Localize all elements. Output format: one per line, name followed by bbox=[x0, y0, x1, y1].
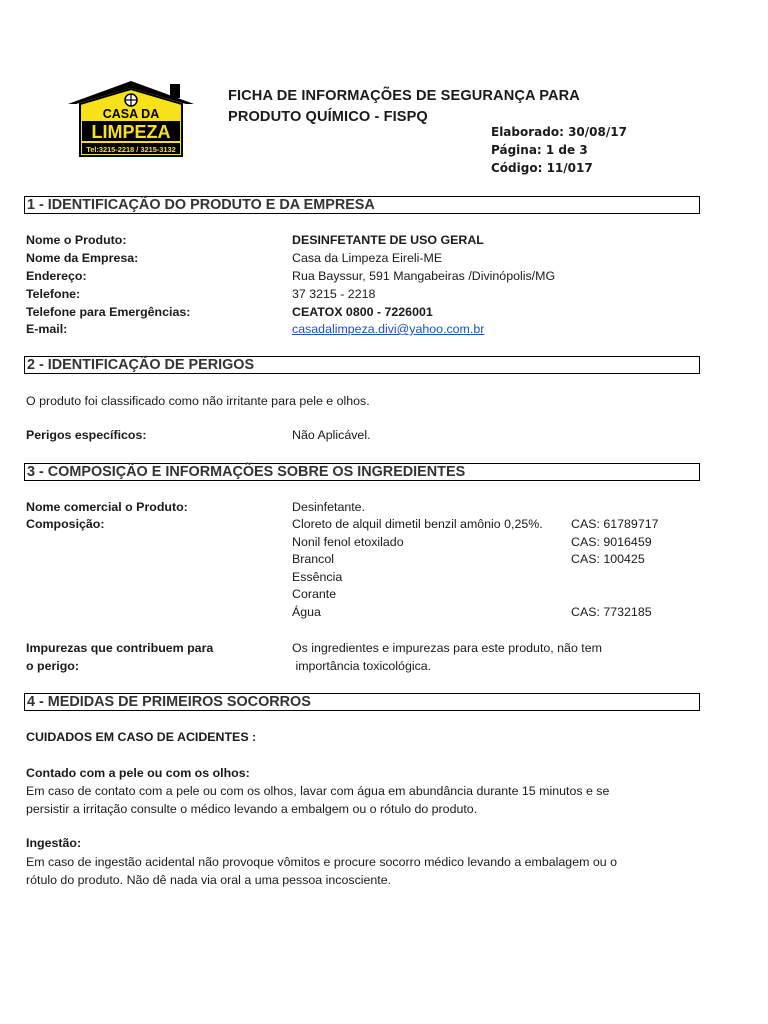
composition-label: Composição: bbox=[26, 517, 105, 531]
specific-hazards-value: Não Aplicável. bbox=[292, 428, 371, 442]
ingredient-cas: CAS: 61789717 bbox=[571, 517, 659, 531]
email-label: E-mail: bbox=[26, 322, 68, 336]
ingredient-name: Cloreto de alquil dimetil benzil amônio 0,25%. bbox=[292, 517, 543, 531]
ingredient-cas: CAS: 9016459 bbox=[571, 535, 652, 549]
document-code: Código: 11/017 bbox=[491, 161, 593, 175]
ingredient-name: Corante bbox=[292, 587, 337, 601]
company-logo bbox=[66, 80, 196, 158]
email-link[interactable]: casadalimpeza.divi@yahoo.com.br bbox=[292, 322, 485, 336]
document-title-line2: PRODUTO QUÍMICO - FISPQ bbox=[228, 109, 428, 125]
company-name-label: Nome da Empresa: bbox=[26, 251, 139, 265]
phone-label: Telefone: bbox=[26, 287, 81, 301]
phone-value: 37 3215 - 2218 bbox=[292, 287, 376, 301]
section4-heading: 4 - MEDIDAS DE PRIMEIROS SOCORROS bbox=[24, 693, 700, 711]
commercial-name-value: Desinfetante. bbox=[292, 500, 366, 514]
logo-line1: CASA DA bbox=[102, 107, 160, 121]
address-label: Endereço: bbox=[26, 269, 87, 283]
product-name-value: DESINFETANTE DE USO GERAL bbox=[292, 233, 484, 247]
impurities-value: Os ingredientes e impurezas para este produto, não tem bbox=[292, 641, 602, 655]
section1-heading: 1 - IDENTIFICAÇÃO DO PRODUTO E DA EMPRESA bbox=[24, 196, 700, 214]
ingestion-heading: Ingestão: bbox=[26, 836, 82, 850]
ingestion-line2: rótulo do produto. Não dê nada via oral a uma pessoa incosciente. bbox=[26, 873, 392, 887]
emergency-phone-value: CEATOX 0800 - 7226001 bbox=[292, 305, 433, 319]
impurities-value-cont: importância toxicológica. bbox=[292, 659, 432, 673]
skin-contact-line2: persistir a irritação consulte o médico levando a embalgem ou o rótulo do produto. bbox=[26, 802, 478, 816]
logo-line2: LIMPEZA bbox=[91, 122, 171, 142]
commercial-name-label: Nome comercial o Produto: bbox=[26, 500, 188, 514]
logo-phone: Tel:3215-2218 / 3215-3132 bbox=[86, 145, 176, 154]
ingredient-cas: CAS: 7732185 bbox=[571, 605, 652, 619]
elaborado-date: Elaborado: 30/08/17 bbox=[491, 125, 627, 139]
company-name-value: Casa da Limpeza Eireli-ME bbox=[292, 251, 443, 265]
section2-heading: 2 - IDENTIFICAÇÃO DE PERIGOS bbox=[24, 356, 700, 374]
ingredient-name: Água bbox=[292, 605, 321, 619]
document-title-line1: FICHA DE INFORMAÇÕES DE SEGURANÇA PARA bbox=[228, 88, 580, 104]
product-name-label: Nome o Produto: bbox=[26, 233, 127, 247]
impurities-label-cont: o perigo: bbox=[26, 659, 79, 673]
skin-contact-line1: Em caso de contato com a pele ou com os olhos, lavar com água em abundância durante 15 minutos e se bbox=[26, 784, 610, 798]
accident-care-heading: CUIDADOS EM CASO DE ACIDENTES : bbox=[26, 730, 257, 744]
emergency-phone-label: Telefone para Emergências: bbox=[26, 305, 191, 319]
ingredient-cas: CAS: 100425 bbox=[571, 552, 645, 566]
impurities-label: Impurezas que contribuem para bbox=[26, 641, 214, 655]
ingredient-name: Brancol bbox=[292, 552, 335, 566]
section3-heading: 3 - COMPOSIÇÃO E INFORMAÇÕES SOBRE OS INGREDIENTES bbox=[24, 463, 700, 481]
hazard-classification: O produto foi classificado como não irritante para pele e olhos. bbox=[26, 394, 370, 408]
skin-contact-heading: Contado com a pele ou com os olhos: bbox=[26, 766, 250, 780]
ingredient-name: Essência bbox=[292, 570, 343, 584]
page-number: Página: 1 de 3 bbox=[491, 143, 588, 157]
ingestion-line1: Em caso de ingestão acidental não provoque vômitos e procure socorro médico levando a embalagem ou o bbox=[26, 855, 617, 869]
specific-hazards-label: Perigos específicos: bbox=[26, 428, 147, 442]
ingredient-name: Nonil fenol etoxilado bbox=[292, 535, 404, 549]
address-value: Rua Bayssur, 591 Mangabeiras /Divinópolis/MG bbox=[292, 269, 556, 283]
